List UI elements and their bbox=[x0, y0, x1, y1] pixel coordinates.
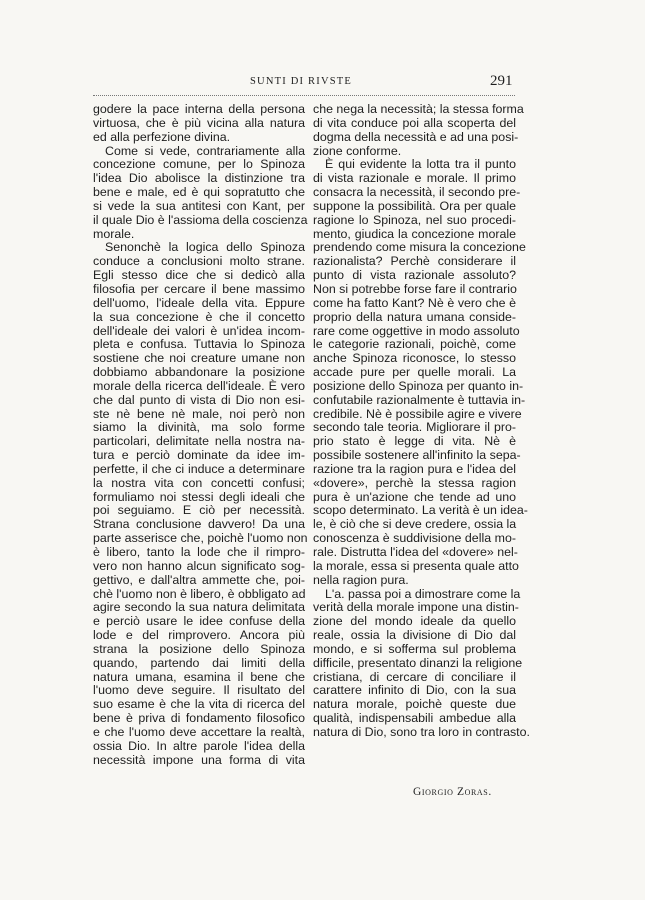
text-line: Non si potrebbe forse fare il contrario bbox=[313, 281, 517, 296]
text-line: parte asserisce che, poichè l'uomo non bbox=[93, 531, 308, 546]
text-line: natura morale, poichè queste due bbox=[313, 697, 516, 712]
text-line: prio stato è legge di vita. Nè è bbox=[313, 434, 516, 449]
paragraph bbox=[313, 157, 528, 587]
text-line: le, è ciò che si deve credere, ossia la bbox=[313, 517, 517, 532]
text-line: punto di vista razionale assoluto? bbox=[313, 268, 516, 283]
text-line: ragione lo Spinoza, nel suo procedi- bbox=[313, 212, 516, 227]
text-line: di vista razionale e morale. Il primo bbox=[313, 171, 516, 186]
text-line: verità della morale impone una distin- bbox=[313, 600, 519, 615]
text-line: sostiene che noi creature umane non bbox=[93, 351, 305, 366]
text-line: zione conforme. bbox=[313, 143, 402, 158]
paragraph bbox=[313, 102, 524, 158]
text-line: razione tra la ragion pura e l'idea del bbox=[313, 461, 516, 476]
text-line: perfette, il che ci induce a determinare bbox=[93, 461, 305, 476]
text-line: credibile. Nè è possibile agire e vivere bbox=[313, 406, 522, 421]
text-line: la sua concezione è che il concetto bbox=[93, 309, 305, 324]
text-line: suo esame è che la vita di ricerca del bbox=[93, 697, 305, 712]
text-line: prendendo come misura la concezione bbox=[313, 240, 526, 255]
text-line: formuliamo noi stessi degli ideali che bbox=[93, 489, 305, 504]
text-line: ste nè bene nè male, noi però non bbox=[93, 406, 305, 421]
text-line: conoscenza è suddivisione della mo- bbox=[313, 531, 516, 546]
text-column-right bbox=[313, 102, 530, 740]
text-line: proprio della natura umana conside- bbox=[313, 309, 516, 324]
paragraph bbox=[93, 143, 308, 242]
text-line: natura umana, esamina il bene che bbox=[93, 669, 305, 684]
text-line: conduce a conclusioni molto strane. bbox=[93, 254, 305, 269]
text-line: qualità, indispensabili ambedue alla bbox=[313, 711, 516, 726]
text-line: che dal punto di vista di Dio non esi- bbox=[93, 392, 305, 407]
text-line: poi seguiamo. E ciò per necessità. bbox=[93, 503, 305, 518]
text-line: virtuosa, che è più vicina alla natura bbox=[93, 115, 305, 130]
text-line: difficile, presentato dinanzi la religione bbox=[313, 655, 523, 670]
text-line: suppone la possibilità. Ora per quale bbox=[313, 198, 516, 213]
text-line: confutabile razionalmente è tuttavia in- bbox=[313, 392, 526, 407]
text-line: pura è un'azione che tende ad uno bbox=[313, 489, 516, 504]
text-line: agire secondo la sua natura delimitata bbox=[93, 600, 305, 615]
text-line: anche Spinoza riconosce, lo stesso bbox=[313, 351, 516, 366]
text-line: la morale, essa si presenta quale atto bbox=[313, 558, 519, 573]
text-line: vero non hanno alcun significato sog- bbox=[93, 558, 305, 573]
text-line: posizione dello Spinoza per quanto in- bbox=[313, 378, 524, 393]
text-line: gettivo, e dall'altra ammette che, poi- bbox=[93, 572, 305, 587]
text-line: morale. bbox=[93, 226, 135, 241]
text-line: ed alla perfezione divina. bbox=[93, 129, 231, 144]
text-line: mento, giudica la concezione morale bbox=[313, 226, 516, 241]
text-line: secondo tale teoria. Migliorare il pro- bbox=[313, 420, 516, 435]
text-line: morale della ricerca dell'ideale. È vero bbox=[93, 378, 305, 393]
text-line: chè l'uomo non è libero, è obbligato ad bbox=[93, 586, 306, 601]
text-line: particolari, delimitate nella nostra na- bbox=[93, 434, 305, 449]
header-dotted-rule bbox=[93, 95, 515, 96]
text-line: la nostra vita con concetti confusi; bbox=[93, 475, 305, 490]
text-line: lode e del rimprovero. Ancora più bbox=[93, 628, 305, 643]
text-line: nella ragion pura. bbox=[313, 572, 409, 587]
text-line: dogma della necessità e ad una posi- bbox=[313, 129, 519, 144]
text-line: razionalista? Perchè considerare il bbox=[313, 254, 516, 269]
text-line: il quale Dio è l'assioma della coscienza bbox=[93, 212, 308, 227]
text-line: «dovere», perchè la stessa ragion bbox=[313, 475, 516, 490]
text-line: ossia Dio. In altre parole l'idea della bbox=[93, 738, 305, 753]
text-line: bene e male, ed è qui sopratutto che bbox=[93, 185, 305, 200]
text-line: È qui evidente la lotta tra il punto bbox=[325, 157, 516, 172]
text-line: possibile sostenere all'infinito la sepa- bbox=[313, 448, 521, 463]
text-line: l'uomo deve seguire. Il risultato del bbox=[93, 683, 305, 698]
text-line: cristiana, di cercare di conciliare il bbox=[313, 669, 516, 684]
text-line: le categorie razionali, poichè, come bbox=[313, 337, 516, 352]
paragraph bbox=[313, 586, 530, 740]
text-line: concezione comune, per lo Spinoza bbox=[93, 157, 305, 172]
text-line: zione del mondo ideale da quello bbox=[313, 614, 516, 629]
paragraph bbox=[93, 240, 308, 767]
text-line: mondo, e si sofferma sul problema bbox=[313, 641, 516, 656]
text-line: rale. Distrutta l'idea del «dovere» nel- bbox=[313, 545, 518, 559]
text-line: Come si vede, contrariamente alla bbox=[105, 143, 305, 158]
text-line: dell'ideale dei valori è un'idea incom- bbox=[93, 323, 305, 338]
text-line: Strana conclusione davvero! Da una bbox=[93, 517, 305, 532]
text-line: come ha fatto Kant? Nè è vero che è bbox=[313, 295, 516, 310]
text-line: reale, ossia la divisione di Dio dal bbox=[313, 628, 516, 643]
text-line: dobbiamo abbandonare la posizione bbox=[93, 365, 305, 380]
text-line: Senonchè la logica dello Spinoza bbox=[105, 240, 305, 255]
text-line: rare come oggettive in modo assoluto bbox=[313, 323, 520, 338]
text-line: L'a. passa poi a dimostrare come la bbox=[325, 586, 521, 601]
text-line: godere la pace interna della persona bbox=[93, 102, 305, 116]
paragraph bbox=[93, 103, 305, 145]
text-line: quando, partendo dai limiti della bbox=[93, 655, 305, 670]
text-line: strana la posizione dello Spinoza bbox=[93, 641, 305, 656]
text-line: natura di Dio, sono tra loro in contrasto. bbox=[313, 724, 530, 739]
text-line: pleta e confusa. Tuttavia lo Spinoza bbox=[93, 337, 305, 352]
text-column-left bbox=[93, 102, 308, 768]
text-line: necessità impone una forma di vita bbox=[93, 752, 305, 767]
text-line: bene è priva di fondamento filosofico bbox=[93, 711, 305, 726]
text-line: tura e perciò dominate da idee im- bbox=[93, 448, 305, 463]
text-line: consacra la necessità, il secondo pre- bbox=[313, 185, 521, 200]
text-line: l'idea Dio abolisce la distinzione tra bbox=[93, 171, 305, 186]
text-line: scopo determinato. La verità è un idea- bbox=[313, 503, 528, 518]
text-line: dell'uomo, l'ideale della vita. Eppure bbox=[93, 295, 305, 310]
text-line: e che l'uomo deve accettare la realtà, bbox=[93, 724, 305, 739]
page-number: 291 bbox=[490, 73, 513, 89]
text-line: siamo la divinità, ma solo forme bbox=[93, 420, 305, 435]
text-line: filosofia per cercare il bene massimo bbox=[93, 281, 305, 296]
text-line: carattere infinito di Dio, con la sua bbox=[313, 683, 516, 698]
text-line: Egli stesso dice che si dedicò alla bbox=[93, 268, 305, 283]
running-title: SUNTI DI RIVSTE bbox=[250, 76, 352, 87]
text-line: di vita conduce poi alla scoperta del bbox=[313, 115, 516, 130]
author-signature: Giorgio Zoras. bbox=[413, 786, 492, 798]
text-line: che nega la necessità; la stessa forma bbox=[313, 102, 524, 116]
text-line: accade pure per quelle morali. La bbox=[313, 365, 516, 380]
text-line: è libero, tanto la lode che il rimpro- bbox=[93, 545, 305, 559]
text-line: e perciò usare le idee confuse della bbox=[93, 614, 305, 629]
text-line: si vede la sua antitesi con Kant, per bbox=[93, 198, 305, 213]
